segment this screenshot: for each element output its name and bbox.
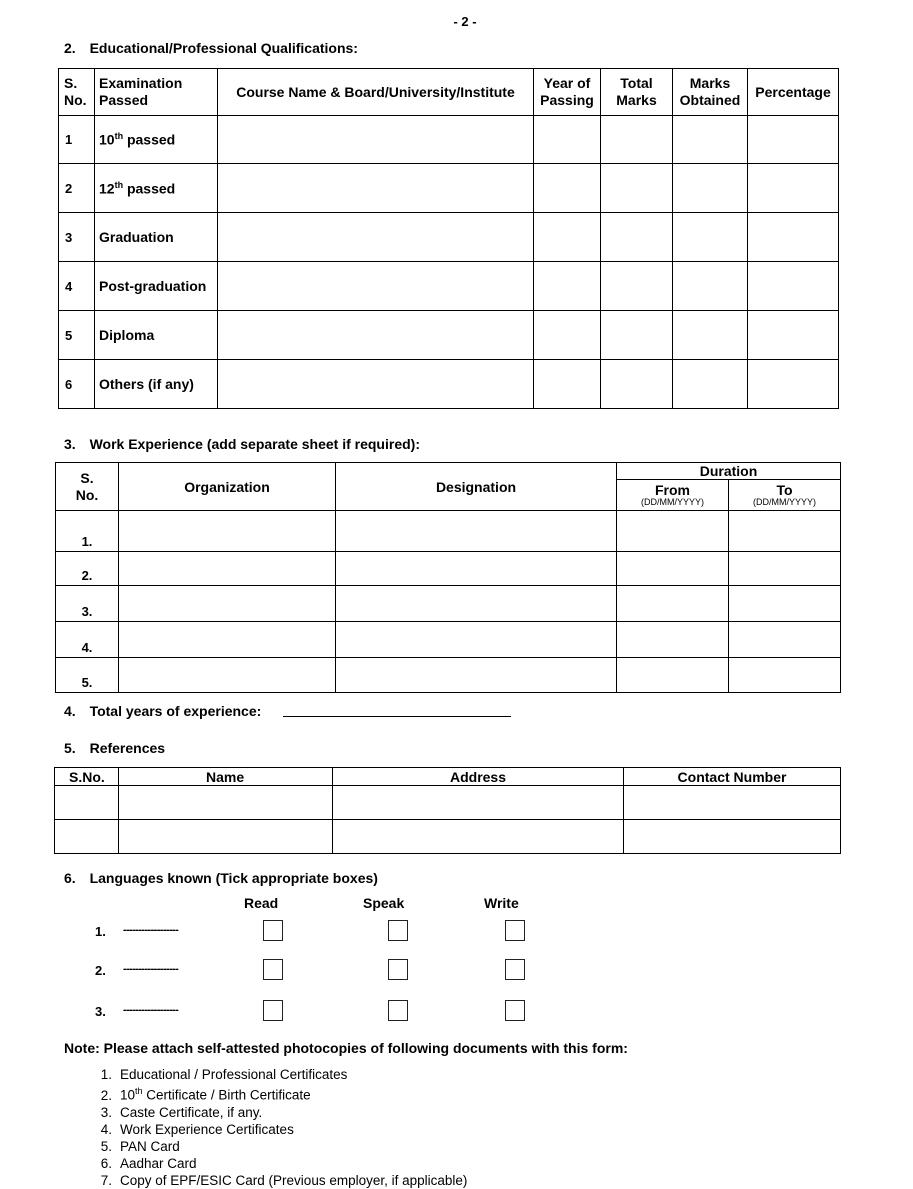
percentage-header: Percentage (748, 69, 839, 116)
sno-header-line1: S. (80, 469, 94, 486)
education-row-number: 4 (59, 262, 95, 311)
work-organization-cell[interactable] (119, 511, 336, 552)
language-blank[interactable]: ------------------ (123, 924, 179, 936)
document-item-number: 3. (100, 1104, 112, 1120)
section-title: Languages known (Tick appropriate boxes) (89, 870, 378, 886)
work-designation-cell[interactable] (336, 622, 617, 658)
document-item-number: 4. (100, 1121, 112, 1137)
exam-name-text: Post-graduation (99, 278, 207, 294)
col-read: Read (244, 895, 279, 911)
section-number: 2. (64, 40, 76, 56)
ref-name-cell[interactable] (119, 820, 333, 854)
references-table (54, 767, 841, 854)
to-format: (DD/MM/YYYY) (753, 497, 816, 507)
section-number: 5. (64, 740, 76, 756)
education-exam-name (95, 213, 218, 262)
checkbox-write[interactable] (505, 959, 525, 980)
exam-name-rest: passed (123, 180, 176, 197)
work-row-number: 1. (56, 511, 119, 552)
section-title: Educational/Professional Qualifications: (89, 40, 358, 56)
education-year-cell[interactable] (534, 116, 601, 164)
education-percentage-cell[interactable] (748, 262, 839, 311)
work-row (56, 658, 841, 693)
work-row (56, 622, 841, 658)
work-designation-cell[interactable] (336, 586, 617, 622)
education-percentage-cell[interactable] (748, 360, 839, 409)
total-experience (64, 703, 261, 719)
work-row (56, 552, 841, 586)
education-exam-name (95, 262, 218, 311)
section-number: 4. (64, 703, 76, 719)
exam-name-sup: th (114, 131, 124, 142)
document-item (86, 1155, 467, 1172)
designation-header: Designation (336, 463, 617, 511)
exam-name-sup: th (114, 179, 124, 190)
education-percentage-cell[interactable] (748, 116, 839, 164)
work-row-number: 4. (56, 622, 119, 658)
language-blank[interactable]: ------------------ (123, 963, 179, 975)
education-course-cell[interactable] (218, 262, 534, 311)
references-heading (64, 740, 165, 756)
document-item (86, 1083, 467, 1104)
ref-address-header: Address (333, 768, 624, 786)
education-obtained-cell[interactable] (673, 213, 748, 262)
reference-row (55, 786, 841, 820)
education-heading (64, 40, 358, 56)
exam-name-text: Graduation (99, 229, 174, 245)
education-year-cell[interactable] (534, 213, 601, 262)
checkbox-speak[interactable] (388, 1000, 408, 1021)
work-organization-cell[interactable] (119, 586, 336, 622)
work-to-cell[interactable] (729, 552, 841, 586)
education-row (59, 213, 839, 262)
education-total-cell[interactable] (601, 262, 673, 311)
ref-contact-header: Contact Number (624, 768, 841, 786)
education-course-cell[interactable] (218, 213, 534, 262)
work-organization-cell[interactable] (119, 552, 336, 586)
work-to-cell[interactable] (729, 586, 841, 622)
education-row (59, 262, 839, 311)
total-header-line2: Marks (616, 92, 657, 108)
to-header: To (776, 482, 793, 498)
work-from-cell[interactable] (617, 511, 729, 552)
work-row-number: 2. (56, 552, 119, 586)
work-row (56, 586, 841, 622)
work-row-number: 5. (56, 658, 119, 693)
education-total-cell[interactable] (601, 116, 673, 164)
education-course-cell[interactable] (218, 360, 534, 409)
obtained-header-line1: Marks (689, 75, 731, 91)
ref-contact-cell[interactable] (624, 786, 841, 820)
education-obtained-cell[interactable] (673, 360, 748, 409)
education-exam-name (95, 311, 218, 360)
ref-name-cell[interactable] (119, 786, 333, 820)
document-item-number: 1. (100, 1067, 112, 1082)
document-item-text: Aadhar Card (120, 1155, 197, 1171)
work-designation-cell[interactable] (336, 511, 617, 552)
education-row-number: 6 (59, 360, 95, 409)
education-percentage-cell[interactable] (748, 311, 839, 360)
checkbox-speak[interactable] (388, 920, 408, 941)
document-item-number: 6. (100, 1155, 112, 1171)
document-item (86, 1066, 467, 1083)
education-course-cell[interactable] (218, 164, 534, 213)
work-row-number: 3. (56, 586, 119, 622)
education-total-cell[interactable] (601, 213, 673, 262)
language-number: 1. (95, 924, 106, 939)
work-from-cell[interactable] (617, 658, 729, 693)
language-blank[interactable]: ------------------ (123, 1004, 179, 1016)
total-experience-label: Total years of experience: (89, 703, 262, 719)
checkbox-read[interactable] (263, 920, 283, 941)
education-total-cell[interactable] (601, 311, 673, 360)
education-year-cell[interactable] (534, 311, 601, 360)
document-item-text: PAN Card (120, 1138, 180, 1154)
document-item-number: 5. (100, 1138, 112, 1154)
document-list (86, 1066, 467, 1189)
organization-header: Organization (119, 463, 336, 511)
document-item-text: Copy of EPF/ESIC Card (Previous employer, if applicable) (120, 1172, 468, 1188)
education-percentage-cell[interactable] (748, 164, 839, 213)
work-from-cell[interactable] (617, 586, 729, 622)
checkbox-write[interactable] (505, 1000, 525, 1021)
education-percentage-cell[interactable] (748, 213, 839, 262)
reference-row (55, 820, 841, 854)
section-title: References (89, 740, 166, 756)
ref-contact-cell[interactable] (624, 820, 841, 854)
exam-name-text: Others (if any) (99, 376, 194, 392)
duration-header: Duration (617, 463, 841, 480)
education-row-number: 1 (59, 116, 95, 164)
work-organization-cell[interactable] (119, 658, 336, 693)
exam-name-text: 12 (99, 180, 115, 197)
year-header-line2: Passing (540, 92, 594, 108)
education-row (59, 311, 839, 360)
document-item (86, 1172, 467, 1189)
education-year-cell[interactable] (534, 262, 601, 311)
education-total-cell[interactable] (601, 164, 673, 213)
education-row (59, 116, 839, 164)
note-text: Note: Please attach self-attested photocopies of following documents with this form: (64, 1040, 628, 1056)
work-to-cell[interactable] (729, 658, 841, 693)
work-from-cell[interactable] (617, 622, 729, 658)
work-designation-cell[interactable] (336, 552, 617, 586)
document-item-text: Caste Certificate, if any. (120, 1104, 263, 1120)
document-item-number: 2. (100, 1087, 112, 1103)
work-from-cell[interactable] (617, 552, 729, 586)
education-header-row (59, 69, 839, 116)
total-header-line1: Total (620, 75, 653, 91)
work-heading (64, 436, 420, 452)
languages-heading (64, 870, 378, 886)
checkbox-speak[interactable] (388, 959, 408, 980)
total-experience-line[interactable] (283, 716, 511, 717)
language-number: 2. (95, 963, 106, 978)
col-speak: Speak (363, 895, 405, 911)
education-year-cell[interactable] (534, 164, 601, 213)
exam-header-line1: Examination (99, 75, 183, 91)
education-year-cell[interactable] (534, 360, 601, 409)
language-number: 3. (95, 1004, 106, 1019)
education-exam-name (95, 116, 218, 164)
document-item-rest: Certificate / Birth Certificate (142, 1087, 311, 1103)
education-obtained-cell[interactable] (673, 164, 748, 213)
document-item (86, 1138, 467, 1155)
education-obtained-cell[interactable] (673, 311, 748, 360)
education-exam-name (95, 164, 218, 213)
course-header: Course Name & Board/University/Institute (218, 69, 534, 116)
work-organization-cell[interactable] (119, 622, 336, 658)
checkbox-write[interactable] (505, 920, 525, 941)
checkbox-read[interactable] (263, 1000, 283, 1021)
education-obtained-cell[interactable] (673, 262, 748, 311)
work-designation-cell[interactable] (336, 658, 617, 693)
from-header: From (655, 482, 690, 498)
document-item-text: 10 (120, 1087, 136, 1103)
section-title: Work Experience (add separate sheet if required): (89, 436, 420, 452)
education-exam-name (95, 360, 218, 409)
ref-address-cell[interactable] (333, 786, 624, 820)
ref-sno-cell[interactable] (55, 786, 119, 820)
exam-name-text: Diploma (99, 327, 155, 343)
exam-header-line2: Passed (99, 92, 149, 108)
document-item-number: 7. (100, 1172, 112, 1188)
education-row (59, 164, 839, 213)
exam-name-text: 10 (99, 131, 115, 148)
ref-sno-cell[interactable] (55, 820, 119, 854)
education-row-number: 5 (59, 311, 95, 360)
page-number: - 2 - (453, 14, 477, 29)
document-item (86, 1121, 467, 1138)
document-item-sup: th (135, 1086, 143, 1096)
education-total-cell[interactable] (601, 360, 673, 409)
document-item-text: Educational / Professional Certificates (120, 1067, 348, 1082)
section-number: 6. (64, 870, 76, 886)
exam-name-rest: passed (123, 131, 176, 148)
section-number: 3. (64, 436, 76, 452)
col-write: Write (484, 895, 519, 911)
education-row-number: 2 (59, 164, 95, 213)
education-row-number: 3 (59, 213, 95, 262)
obtained-header-line2: Obtained (679, 92, 741, 108)
year-header-line1: Year of (543, 75, 591, 91)
checkbox-read[interactable] (263, 959, 283, 980)
ref-name-header: Name (119, 768, 333, 786)
ref-sno-header: S.No. (55, 768, 119, 786)
education-course-cell[interactable] (218, 311, 534, 360)
sno-header-line2: No. (64, 92, 87, 108)
education-row (59, 360, 839, 409)
ref-address-cell[interactable] (333, 820, 624, 854)
work-to-cell[interactable] (729, 622, 841, 658)
work-to-cell[interactable] (729, 511, 841, 552)
document-item (86, 1104, 467, 1121)
from-format: (DD/MM/YYYY) (641, 497, 704, 507)
education-table (58, 68, 839, 409)
sno-header-line2: No. (75, 486, 99, 503)
work-table (55, 462, 841, 693)
sno-header-line1: S. (64, 75, 78, 91)
education-course-cell[interactable] (218, 116, 534, 164)
work-row (56, 511, 841, 552)
document-item-text: Work Experience Certificates (120, 1121, 294, 1137)
education-obtained-cell[interactable] (673, 116, 748, 164)
